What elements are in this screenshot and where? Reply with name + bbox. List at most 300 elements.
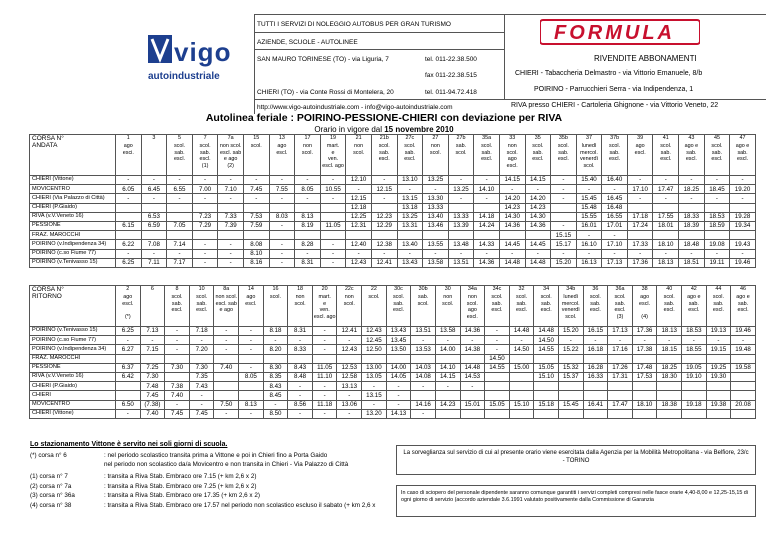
time-cell: 19.43 [730,240,756,249]
time-cell: 14.15 [499,176,525,185]
time-cell [682,409,707,418]
time-cell: - [116,194,142,203]
strike-note: In caso di sciopero del personale dipendente saranno comunque garantiti i servizi completi compresi nelle fasce orarie 4,40-8,00 e 12,25-15,15 di ogni giorno di servizio (accordo aziendale 3.6.1991 valutato positivamente dalla Commissione di Garanzia [401,490,749,503]
table-row [30,363,756,372]
time-cell: - [730,176,756,185]
time-cell [608,354,633,363]
corsa-flag: sab. [174,149,185,156]
footnote-key: (*) corsa n° 6 [30,452,67,459]
corsa-flag: scol. [301,149,313,156]
corsa-number: 42 [690,286,697,292]
corsa-flag: escl. [276,149,288,156]
corsa-column-header [269,135,295,176]
time-cell: 8.13 [239,400,264,409]
time-cell: - [243,176,269,185]
time-cell: 14.23 [435,400,460,409]
time-cell [167,231,193,240]
time-cell: 7.13 [140,327,165,336]
corsa-number: 27b [456,135,466,141]
corsa-column-header [423,135,449,176]
time-cell: - [218,249,244,258]
corsa-number: 47 [739,135,746,141]
corsa-number: 20 [321,286,328,292]
corsa-number: 3 [152,135,156,141]
time-cell: 15.00 [509,363,534,372]
time-cell: - [346,249,372,258]
time-cell: 7.45 [140,391,165,400]
time-cell [706,382,731,391]
time-cell: - [730,194,756,203]
corsa-flag: mercol. [580,149,598,156]
time-cell: 14.55 [534,345,559,354]
time-cell: 17.18 [627,212,653,221]
corsa-column-header [653,135,679,176]
time-cell: 7.30 [189,363,214,372]
corsa-column-header [509,286,534,327]
time-cell: - [371,176,397,185]
time-cell [730,231,756,240]
time-cell: - [602,249,628,258]
time-cell: 7.25 [140,363,165,372]
time-cell [509,382,534,391]
corsa-column-header [657,286,682,327]
corsa-column-header [576,135,602,176]
time-cell: - [214,336,239,345]
time-cell [608,382,633,391]
corsa-column-header [397,135,423,176]
time-cell: 8.19 [295,221,321,230]
time-cell: 12.53 [337,363,362,372]
time-cell [632,354,657,363]
corsa-flag: ago e [687,294,701,301]
corsa-flag: escl. [196,307,208,314]
table-row [30,391,756,400]
corsa-number: 34b [566,286,576,292]
corsa-flag: escl. [609,156,621,163]
time-cell: 8.43 [263,382,288,391]
time-cell: - [288,391,313,400]
time-cell: - [288,409,313,418]
corsa-column-header [632,286,657,327]
time-cell: 16.55 [602,212,628,221]
corsa-flag: escl. [614,307,626,314]
time-cell: 19.46 [731,327,756,336]
time-cell: - [116,336,141,345]
time-cell [706,354,731,363]
time-cell: - [167,249,193,258]
time-cell: 7.11 [141,258,167,267]
time-cell: 16.13 [576,258,602,267]
time-cell [653,203,679,212]
time-cell: 6.55 [167,185,193,194]
time-cell [116,354,141,363]
time-cell: - [386,382,411,391]
corsa-flag: escl. [663,307,675,314]
corsa-flag: scol. [294,300,306,307]
corsa-flag: scol. [663,294,675,301]
time-cell: 12.29 [371,221,397,230]
corsa-number: 5 [177,135,181,141]
time-cell: 17.36 [632,327,657,336]
time-cell: 12.41 [337,327,362,336]
time-cell: - [312,345,337,354]
time-cell: 6.59 [141,221,167,230]
corsa-column-header [189,286,214,327]
time-cell: - [525,249,551,258]
time-cell [435,409,460,418]
time-cell: 15.22 [558,345,583,354]
time-cell [295,203,321,212]
time-cell [608,409,633,418]
corsa-flag: sab. [481,149,492,156]
time-cell: 12.25 [346,212,372,221]
table-row [30,212,756,221]
corsa-flag: ago [467,307,477,314]
time-cell: 15.40 [576,176,602,185]
time-cell [682,391,707,400]
time-cell [608,391,633,400]
time-cell: 14.20 [525,194,551,203]
time-cell: - [320,258,346,267]
time-cell [657,409,682,418]
time-cell [239,382,264,391]
time-cell: - [192,240,218,249]
header-rule [254,14,255,114]
corsa-flag: escl. [245,300,257,307]
time-cell [730,203,756,212]
time-cell: 14.30 [499,212,525,221]
time-cell: 13.51 [411,327,436,336]
time-cell: 7.05 [167,221,193,230]
footnote-text: : transita a Riva Stab. Embraco ore 17.35 (+ km 2,6 x 2) [104,492,260,499]
time-cell: - [312,336,337,345]
corsa-flag: (*) [124,313,131,320]
corsa-flag: sab. [737,149,748,156]
corsa-number: 17 [304,135,311,141]
time-cell: 17.13 [608,327,633,336]
time-cell: 14.10 [474,185,500,194]
corsa-number: 35b [558,135,568,141]
time-cell: 6.37 [116,363,141,372]
corsa-flag: sab. [686,149,697,156]
time-cell: 12.43 [337,345,362,354]
corsa-flag: scol. [392,294,405,301]
corsa-flag: scol. [196,294,208,301]
time-cell: - [448,176,474,185]
table-row [30,345,756,354]
time-cell: - [165,327,190,336]
time-cell: 15.48 [576,203,602,212]
table-row [30,203,756,212]
corsa-flag: scol. [506,149,518,156]
corsa-flag: sab. [404,149,415,156]
time-cell: - [165,400,190,409]
time-cell: - [239,336,264,345]
time-cell: 7.14 [167,240,193,249]
time-cell: 20.08 [731,400,756,409]
corsa-column-header [485,286,510,327]
corsa-column-header [167,135,193,176]
corsa-flag: escl. [685,156,697,163]
stop-name: CHIERI (Via Palazzo di Città) [30,194,116,203]
corsa-flag: ago [123,294,133,301]
time-cell: 14.48 [460,363,485,372]
time-cell: - [474,249,500,258]
corsa-flag: sab. [614,300,626,307]
corsa-number: 44 [715,286,722,292]
corsa-column-header [706,286,731,327]
time-cell: - [411,409,436,418]
time-cell: 14.38 [460,345,485,354]
time-cell: (7.38) [140,400,165,409]
time-cell [140,354,165,363]
corsa-flag: non [507,143,517,150]
footnote-text: : transita a Riva Stab. Embraco ore 7.25 (+ km 2,6 x 2) [104,482,257,490]
time-cell: - [627,249,653,258]
stop-name: CHIERI (P.Giaido) [30,382,116,391]
corsa-flag: scol. [532,143,544,150]
corsa-flag: escl. [199,156,211,163]
time-cell [337,354,362,363]
corsa-column-header [386,286,411,327]
time-cell: - [140,336,165,345]
time-cell: 17.33 [627,240,653,249]
footnote-key: (2) corsa n° 7a [30,482,72,490]
vigo-logo-text: vigo [174,37,232,67]
time-cell: 18.33 [679,212,705,221]
time-cell: - [337,336,362,345]
time-cell: 7.45 [243,185,269,194]
time-cell: 8.28 [295,240,321,249]
time-cell: 19.20 [730,185,756,194]
stop-name: POIRINO (v.Indipendenza 34) [30,240,116,249]
time-cell: - [602,231,628,240]
time-cell: 8.48 [288,372,313,381]
corsa-flag: sab. [541,300,552,307]
corsa-number: 27c [405,135,415,141]
time-cell [239,354,264,363]
time-cell [583,409,608,418]
corsa-column-header [602,135,628,176]
corsa-flag: escl. [737,156,749,163]
corsa-flag: ago e [735,143,750,150]
corsa-flag: (1) [201,162,209,169]
time-cell: - [218,194,244,203]
time-cell: 12.43 [346,258,372,267]
corsa-flag: scol. [466,300,478,307]
stop-name: POIRINO (c.so Fiume 77) [30,336,116,345]
corsa-column-header [288,286,313,327]
time-cell [679,231,705,240]
time-cell: - [320,240,346,249]
corsa-flag: escl. [173,156,186,163]
time-cell [460,354,485,363]
corsa-flag: ago e [684,143,699,150]
time-cell: - [460,382,485,391]
time-cell: 6.27 [116,345,141,354]
time-cell: 13.40 [423,212,449,221]
time-cell: - [269,258,295,267]
time-cell: 14.05 [386,372,411,381]
time-cell: 13.20 [362,409,387,418]
time-cell: 18.13 [653,258,679,267]
corsa-number: 6 [150,286,154,292]
time-cell: - [192,249,218,258]
time-cell: - [192,194,218,203]
time-cell: 14.48 [534,327,559,336]
time-cell: 15.17 [551,240,577,249]
corsa-flag [142,150,167,156]
corsa-flag: ven. [327,156,339,163]
time-cell: - [386,400,411,409]
time-cell: 8.31 [295,258,321,267]
time-cell [731,372,756,381]
time-cell: 12.18 [346,203,372,212]
stop-name: PESSIONE [30,363,116,372]
time-cell: 12.15 [371,185,397,194]
time-cell: 17.01 [602,221,628,230]
corsa-flag: scol. [481,143,493,150]
table-row [30,194,756,203]
time-cell: 19.38 [706,400,731,409]
time-cell [558,382,583,391]
time-cell: 13.25 [397,212,423,221]
time-cell: - [608,336,633,345]
time-cell: - [448,194,474,203]
time-cell: 14.08 [411,372,436,381]
time-cell: 10.55 [320,185,346,194]
time-cell [192,231,218,240]
table-row [30,176,756,185]
time-cell: 15.55 [576,212,602,221]
time-cell: 14.36 [474,258,500,267]
time-cell: - [411,336,436,345]
time-cell: - [116,176,142,185]
time-cell [534,409,559,418]
corsa-flag: e ago [223,156,238,163]
header-tel-1: tel. 011-22.38.500 [425,56,477,63]
table-row [30,249,756,258]
corsa-flag: scol. [269,294,281,301]
corsa-flag: scol. [660,143,672,150]
time-cell [704,231,730,240]
time-cell: 19.48 [731,345,756,354]
corsa-flag: scol. [516,294,528,301]
corsa-number: 14 [247,286,254,292]
time-cell [167,212,193,221]
corsa-flag: ago [640,294,650,301]
corsa-flag: scol. [173,143,186,150]
time-cell: - [239,327,264,336]
time-cell [214,391,239,400]
time-cell: - [214,345,239,354]
corsa-flag: scol. [455,149,467,156]
time-cell: 15.20 [558,327,583,336]
corsa-number: 30b [418,286,428,292]
time-cell [346,231,372,240]
time-cell: - [320,194,346,203]
time-cell [116,231,142,240]
time-cell [632,391,657,400]
corsa-flag: sab. [491,300,503,307]
time-cell: 16.45 [602,194,628,203]
time-cell: 13.58 [435,327,460,336]
corsa-number: 45 [713,135,720,141]
time-cell: 14.50 [509,345,534,354]
corsa-flag: escl. [516,307,528,314]
time-cell: - [525,185,551,194]
corsa-column-header [525,135,551,176]
supervision-note-box [396,445,756,475]
time-cell: 14.10 [435,363,460,372]
time-cell: - [474,176,500,185]
time-cell: 13.45 [386,336,411,345]
time-cell: - [312,409,337,418]
time-cell [485,372,510,381]
time-cell: 8.20 [263,345,288,354]
time-cell: 17.36 [627,258,653,267]
time-cell: 18.25 [679,185,705,194]
time-cell: - [653,194,679,203]
corsa-column-header [239,286,264,327]
time-cell: 19.28 [730,212,756,221]
time-cell: 12.45 [362,336,387,345]
corsa-column-header [218,135,244,176]
time-cell: 14.50 [485,354,510,363]
footnote-text: nel periodo non scolastico da/a Movicentro e non transita in Chieri - Via Palazzo di Città [104,461,349,468]
corsa-number: 32 [518,286,525,292]
time-cell: - [485,336,510,345]
corsa-flag: scol. [368,294,380,301]
time-cell: 7.55 [269,185,295,194]
time-cell: - [192,258,218,267]
time-cell: 13.43 [386,327,411,336]
header-rule [254,99,766,100]
time-cell [411,354,436,363]
time-cell [192,203,218,212]
corsa-flag: scol. [589,294,601,301]
formula-logo [540,16,700,48]
corsa-flag: escl. [491,307,503,314]
corsa-column-header [558,286,583,327]
time-cell [141,203,167,212]
time-cell: - [192,176,218,185]
time-cell: 17.38 [632,345,657,354]
time-cell [460,391,485,400]
time-cell: 17.26 [608,363,633,372]
time-cell: - [269,249,295,258]
time-cell: 18.01 [653,221,679,230]
time-cell [534,354,559,363]
time-cell [558,409,583,418]
corsa-column-header [263,286,288,327]
time-cell: - [576,185,602,194]
corsa-flag: venerdì [561,307,580,314]
time-cell: 12.41 [371,258,397,267]
corsa-number: 33 [509,135,516,141]
time-cell: 14.33 [474,240,500,249]
time-cell: 14.48 [499,258,525,267]
table-row [30,409,756,418]
corsa-column-header [474,135,500,176]
corsa-column-header [116,286,141,327]
time-cell [682,382,707,391]
corsa-column-header [731,286,756,327]
corsa-column-header [140,286,165,327]
time-cell: 13.15 [362,391,387,400]
time-cell [509,391,534,400]
corsa-flag: ago [246,294,256,301]
